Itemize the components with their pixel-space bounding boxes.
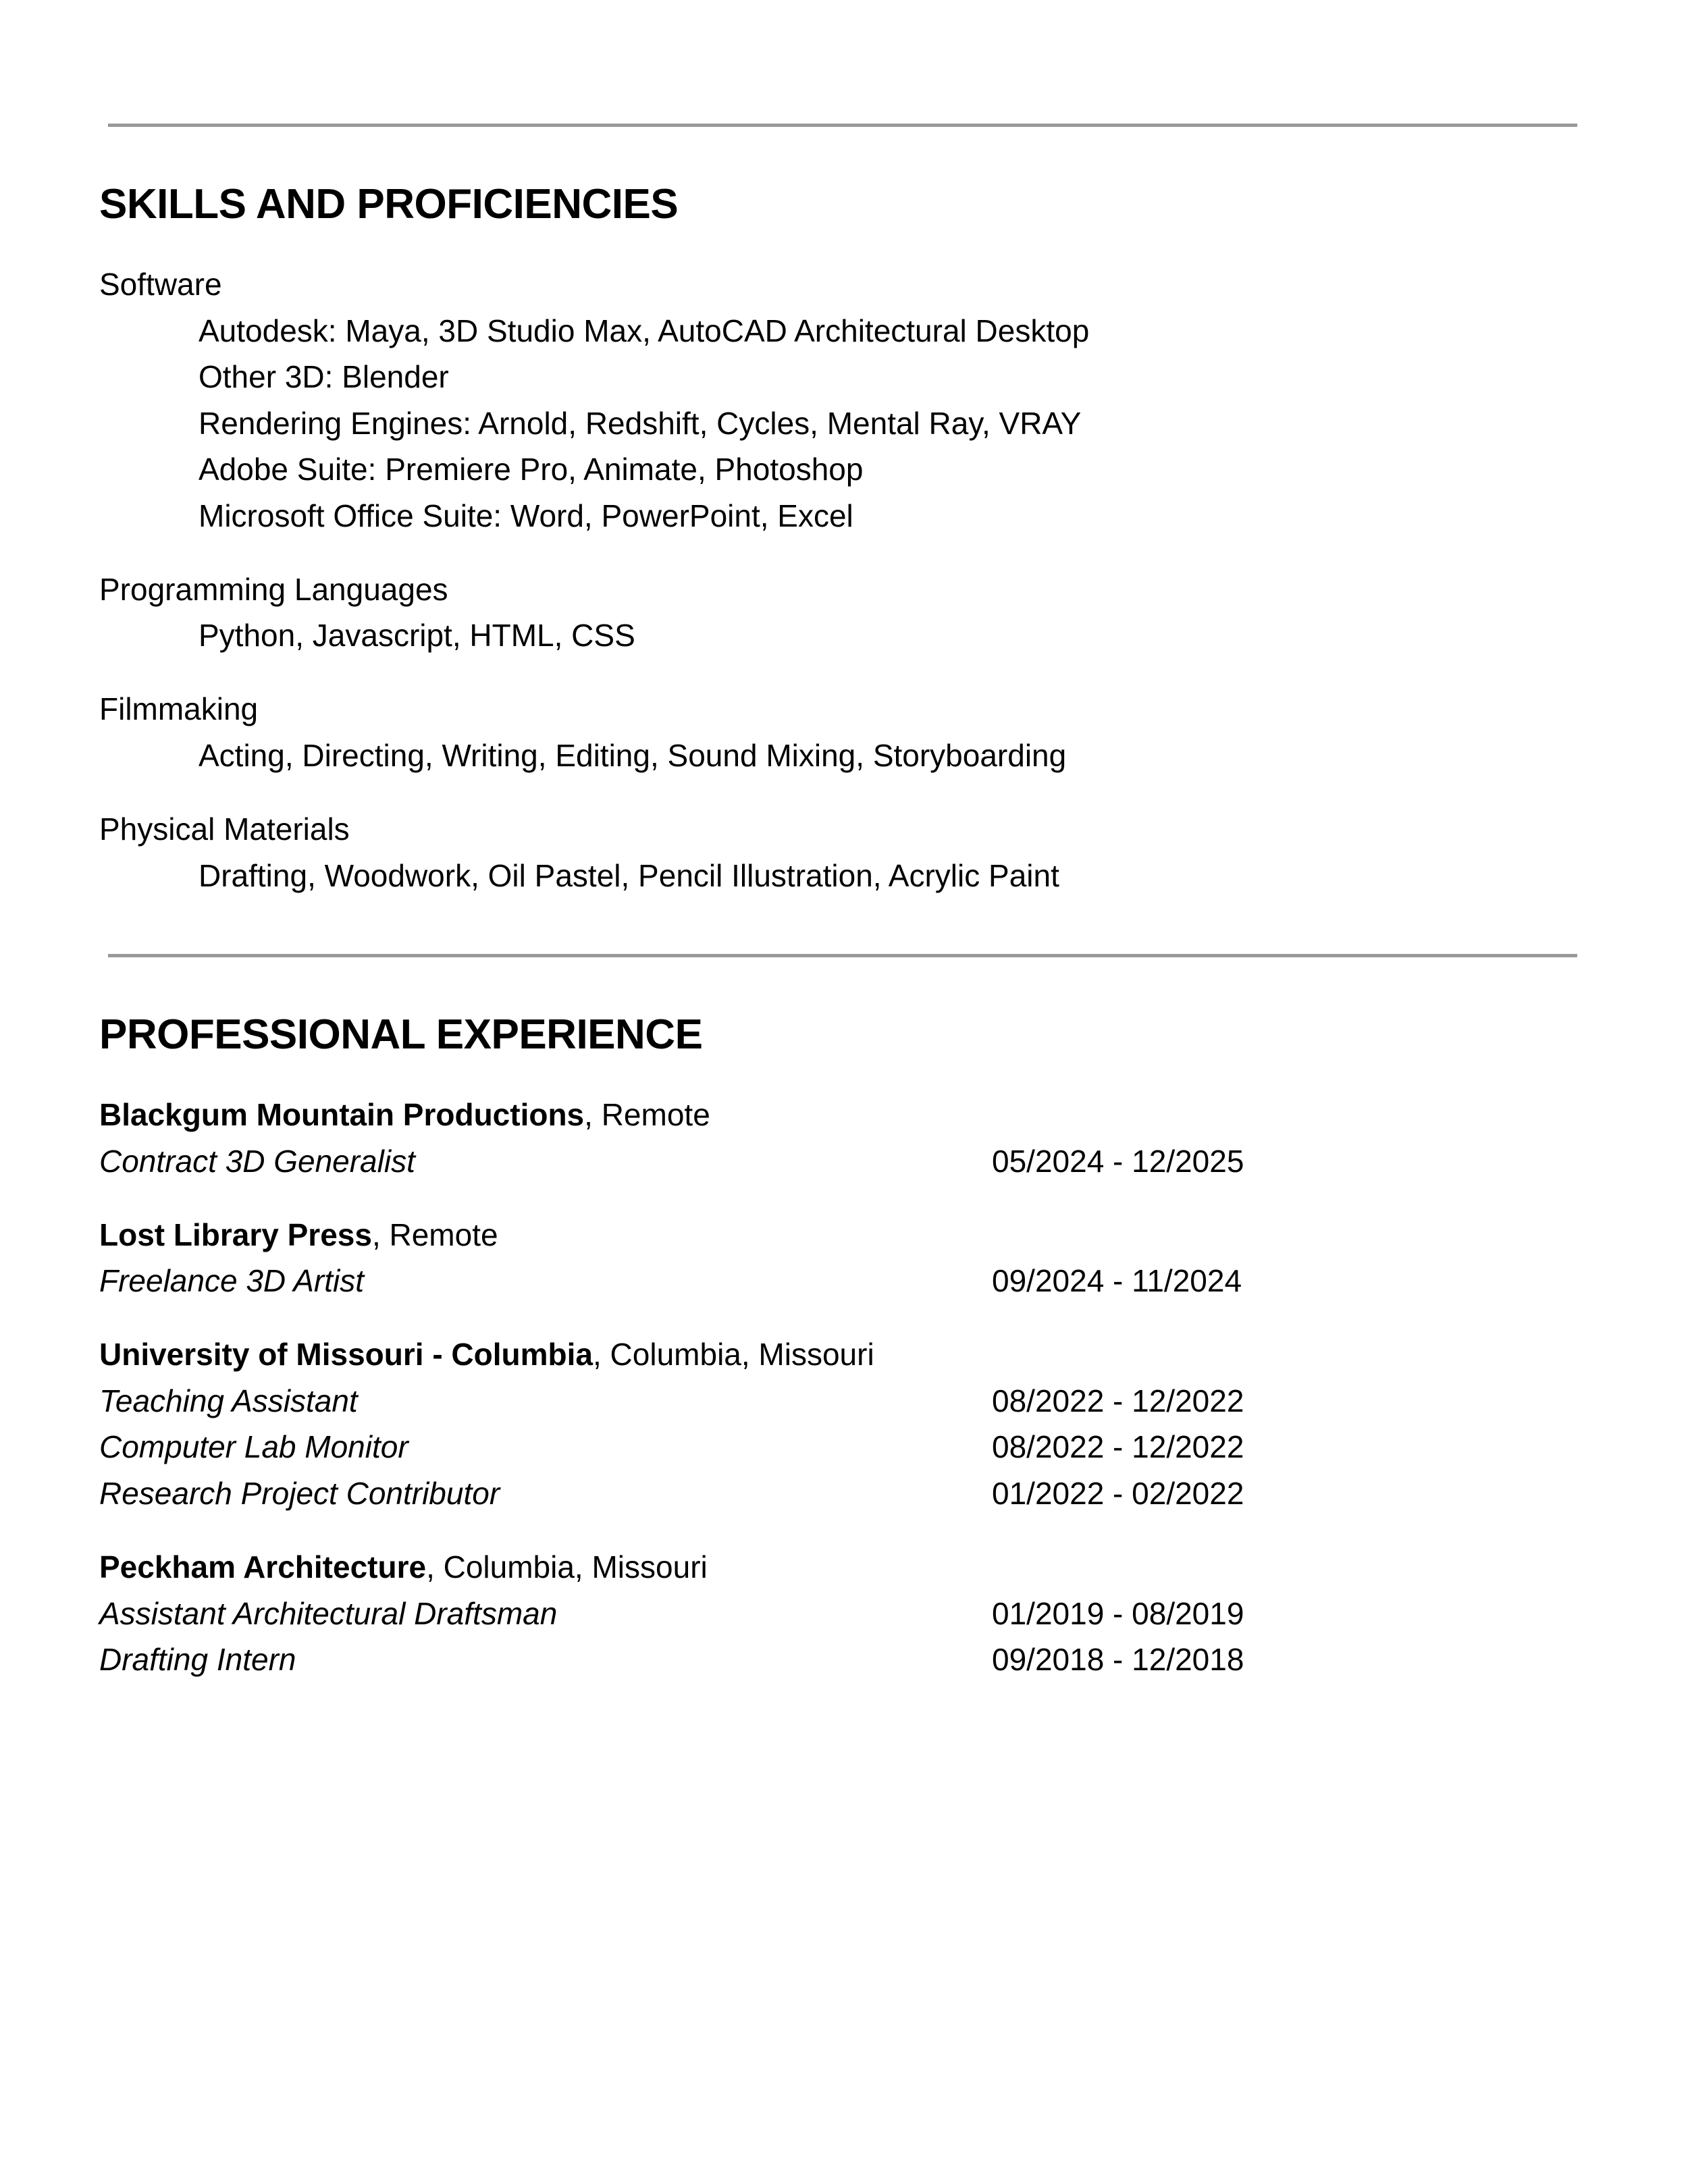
job-dates: 01/2019 - 08/2019: [992, 1596, 1244, 1631]
employer-location: , Columbia, Missouri: [426, 1549, 708, 1584]
job-title: Teaching Assistant: [99, 1383, 358, 1418]
skill-item: Other 3D: Blender: [199, 359, 449, 394]
skill-item: Microsoft Office Suite: Word, PowerPoint, Excel: [199, 498, 853, 533]
employer-heading: [99, 1339, 874, 1370]
employer-name: University of Missouri - Columbia: [99, 1337, 593, 1372]
experience-section-title: PROFESSIONAL EXPERIENCE: [99, 1011, 703, 1058]
job-title: Drafting Intern: [99, 1642, 296, 1677]
employer-heading: [99, 1219, 498, 1250]
job-title: Freelance 3D Artist: [99, 1263, 364, 1298]
employer-heading: [99, 1551, 708, 1582]
job-title: Assistant Architectural Draftsman: [99, 1596, 558, 1631]
skills-section-title: SKILLS AND PROFICIENCIES: [99, 181, 679, 228]
job-dates: 08/2022 - 12/2022: [992, 1429, 1244, 1464]
skill-category-physical-materials: Physical Materials: [99, 811, 350, 847]
skill-item: Adobe Suite: Premiere Pro, Animate, Photoshop: [199, 452, 864, 487]
job-dates: 09/2018 - 12/2018: [992, 1642, 1244, 1677]
skill-category-filmmaking: Filmmaking: [99, 691, 259, 726]
section-divider-top: [108, 124, 1577, 127]
employer-location: , Remote: [584, 1097, 710, 1132]
job-dates: 08/2022 - 12/2022: [992, 1383, 1244, 1418]
job-title: Computer Lab Monitor: [99, 1429, 408, 1464]
skill-item: Drafting, Woodwork, Oil Pastel, Pencil Illustration, Acrylic Paint: [199, 858, 1059, 893]
employer-location: , Columbia, Missouri: [593, 1337, 874, 1372]
skill-item: Python, Javascript, HTML, CSS: [199, 618, 635, 653]
employer-location: , Remote: [371, 1217, 498, 1252]
skill-item: Acting, Directing, Writing, Editing, Sound Mixing, Storyboarding: [199, 738, 1067, 773]
skill-category-software: Software: [99, 267, 222, 302]
employer-name: Peckham Architecture: [99, 1549, 427, 1584]
section-divider-middle: [108, 954, 1577, 957]
job-dates: 09/2024 - 11/2024: [992, 1263, 1242, 1298]
skill-item: Autodesk: Maya, 3D Studio Max, AutoCAD Architectural Desktop: [199, 313, 1090, 348]
job-title: Research Project Contributor: [99, 1476, 500, 1511]
employer-name: Blackgum Mountain Productions: [99, 1097, 585, 1132]
skill-category-programming: Programming Languages: [99, 572, 448, 607]
job-dates: 01/2022 - 02/2022: [992, 1476, 1244, 1511]
skill-item: Rendering Engines: Arnold, Redshift, Cycles, Mental Ray, VRAY: [199, 406, 1082, 441]
job-dates: 05/2024 - 12/2025: [992, 1144, 1244, 1179]
employer-name: Lost Library Press: [99, 1217, 372, 1252]
job-title: Contract 3D Generalist: [99, 1144, 415, 1179]
employer-heading: [99, 1099, 710, 1130]
